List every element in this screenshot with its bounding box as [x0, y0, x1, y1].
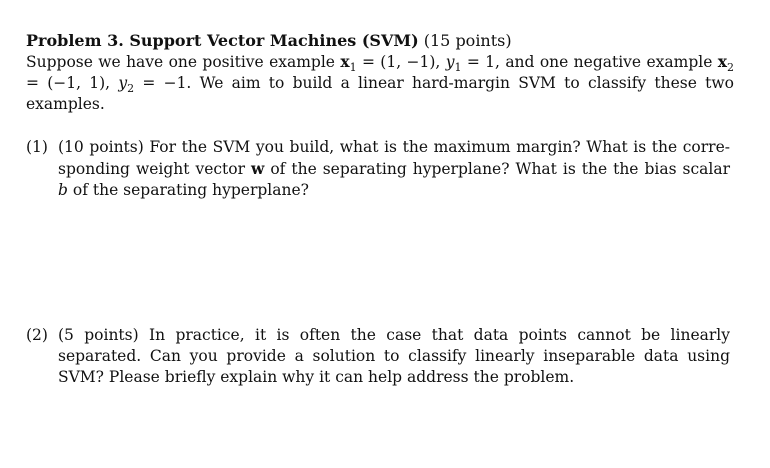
- question-2-text: (5 points) In practice, it is often the case that data points cannot be linearly separated. Can you provide a solution to classify linearly inseparable data using SVM? Please briefly explain why it can help address the problem.: [58, 326, 730, 386]
- question-1: [26, 137, 730, 201]
- question-1-text-c: of the separating hyperplane?: [67, 181, 309, 199]
- question-1-text-b: of the separating hyperplane? What is the the bias scalar: [264, 160, 730, 178]
- problem-block: [26, 30, 734, 115]
- y2-value: = −1.: [134, 74, 192, 92]
- x1-value: = (1, −1),: [356, 53, 446, 71]
- y1-subscript: 1: [454, 61, 462, 75]
- x2-value: = (−1, 1),: [26, 74, 119, 92]
- weight-vector-symbol: w: [251, 159, 265, 178]
- x1-subscript: 1: [349, 61, 357, 75]
- statement-text: Suppose we have one positive example: [26, 53, 341, 71]
- x2-symbol: x: [717, 52, 727, 71]
- y1-value: = 1, and one negative example: [461, 53, 718, 71]
- problem-points: (15 points): [423, 31, 512, 50]
- x1-symbol: x: [340, 52, 350, 71]
- problem-statement: [26, 51, 734, 115]
- question-1-text: [58, 137, 730, 201]
- y1-symbol: y: [445, 53, 455, 71]
- question-1-text-a: (10 points) For the SVM you build, what is the maximum margin? What is the corre-sponding weight vector: [58, 138, 730, 178]
- question-2-number: (2): [26, 326, 48, 344]
- problem-heading: [26, 30, 734, 51]
- problem-title: Problem 3. Support Vector Machines (SVM): [26, 31, 419, 50]
- question-2: [26, 325, 730, 388]
- question-1-number: (1): [26, 138, 48, 156]
- y2-subscript: 2: [127, 82, 135, 96]
- x2-subscript: 2: [726, 61, 734, 75]
- bias-symbol: b: [58, 181, 68, 199]
- y2-symbol: y: [118, 74, 128, 92]
- statement-text-end: We aim to build a linear hard-margin SVM to classify these two examples.: [26, 74, 734, 113]
